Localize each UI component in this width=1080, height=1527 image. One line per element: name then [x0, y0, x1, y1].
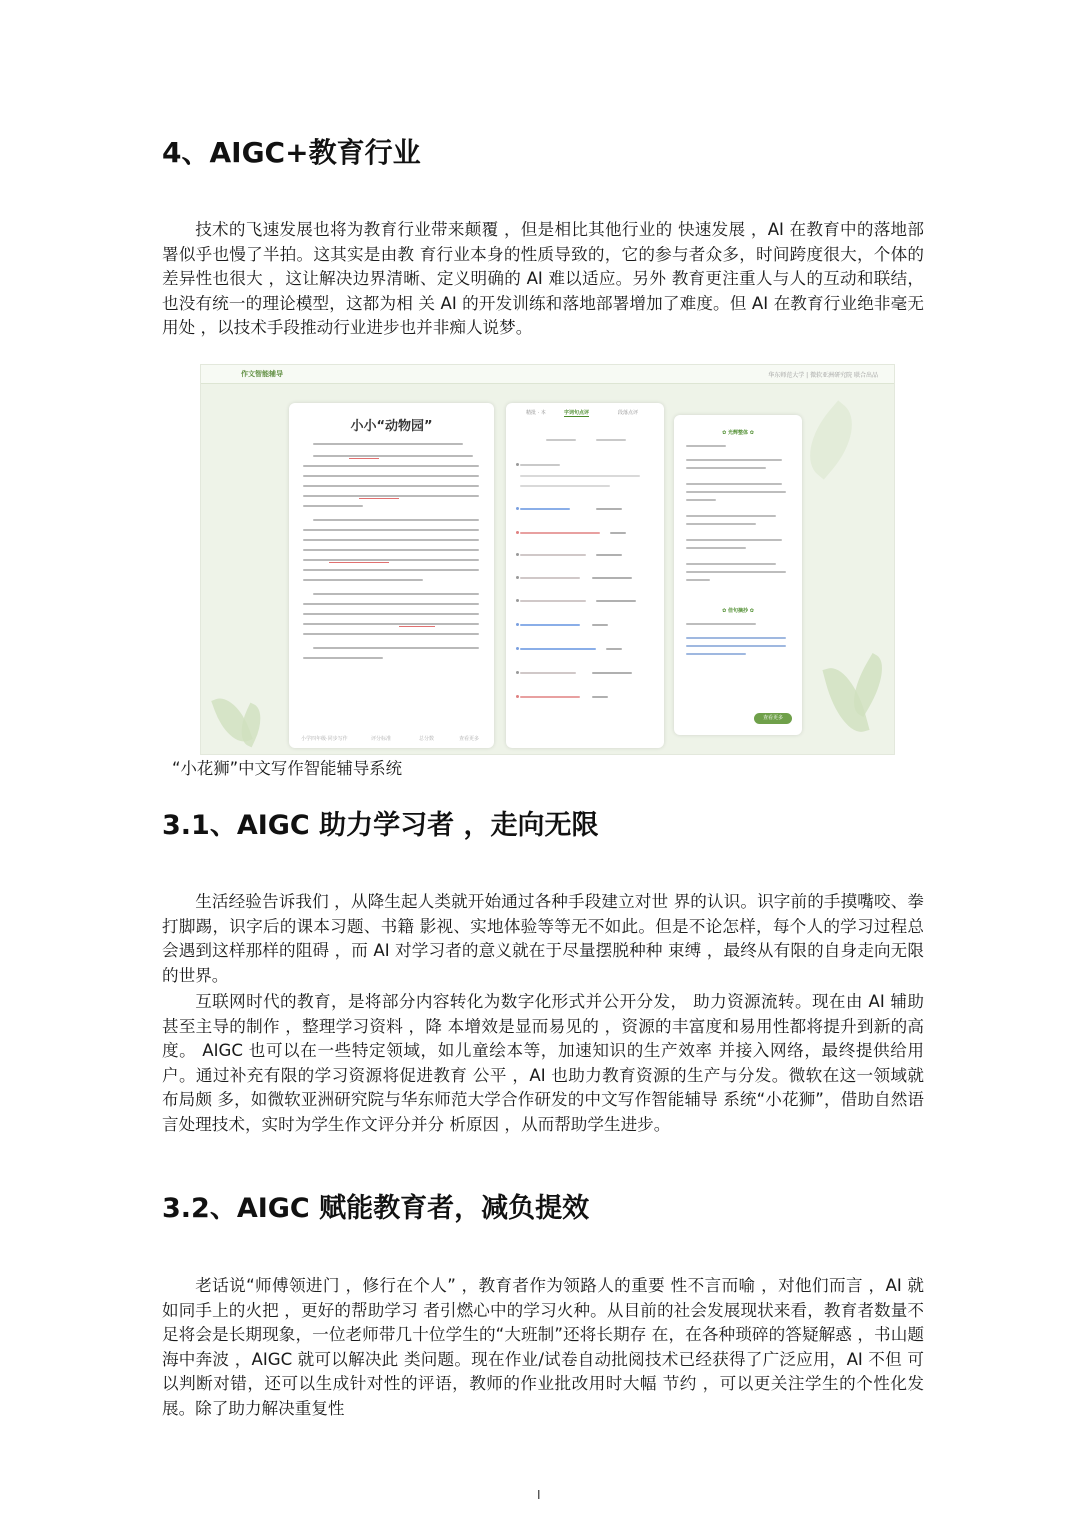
- xiaohuashi-screenshot-figure: [200, 364, 895, 755]
- decorative-leaf-icon: [793, 400, 869, 479]
- tab-paragraph-comments[interactable]: 段落点评: [618, 410, 639, 416]
- page-number: I: [537, 1488, 541, 1502]
- tab-word-comments[interactable]: 字词句点评: [564, 410, 590, 416]
- essay-card: [289, 403, 494, 748]
- essay-footer-score: 总分数: [419, 736, 435, 742]
- suggestions-panel: [674, 415, 802, 735]
- figure-app-logo: 作文智能辅导: [241, 370, 283, 378]
- comments-panel: [506, 403, 664, 748]
- educators-paragraph: 老话说“师傅领进门 ，修行在个人” ，教育者作为领路人的重要 性不言而喻 ，对他们而言 ，AI 就如同手上的火把 ，更好的帮助学习 者引燃心中的学习火种。从目前的社会发展现状来看，教育者数量不 足将会是长期现象，一位老师带几十位学生的“大班制”还将长期存 在，在各种琐碎的答疑解惑 ，书山题海中奔波 ，AIGC 就可以解决此 类问题。现在作业/试卷自动批阅技术已经获得了广泛应用，AI 不但 可以判断对错，还可以生成针对性的评语，教师的作业批改用时大幅 节约 ，可以更关注学生的个性化发展。除了助力解决重复性: [162, 1276, 924, 1418]
- figure-topbar: [201, 365, 894, 384]
- learners-paragraph-1: 生活经验告诉我们 ，从降生起人类就开始通过各种手段建立对世 界的认识。识字前的手摸嘴咬、拳打脚踢，识字后的课本习题、书籍 影视、实地体验等等无不如此。但是不论怎样，每个人的学习过程总会遇到这样那样的阻碍 ，而 AI 对学习者的意义就在于尽量摆脱种种 束缚 ，最终从有限的自身走向无限的世界。: [162, 892, 924, 985]
- section-heading-educators: 3.2、AIGC 赋能教育者，减负提效: [162, 1193, 590, 1224]
- learners-paragraph-2: 互联网时代的教育，是将部分内容转化为数字化形式并公开分发， 助力资源流转。现在由 AI 辅助甚至主导的制作 ，整理学习资料 ，降 本增效是显而易见的 ，资源的丰富度和易用性都将提升到新的高度。 AIGC 也可以在一些特定领域，如儿童绘本等，加速知识的生产效率 并接入网络，最终提供给用户。通过补充有限的学习资源将促进教育 公平 ，AI 也助力教育资源的生产与分发。微软在这一领域就布局颇 多，如微软亚洲研究院与华东师范大学合作研发的中文写作智能辅导 系统“小花狮”，借助自然语言处理技术，实时为学生作文评分并分 析原因 ，从而帮助学生进步。: [162, 992, 924, 1134]
- comments-tab-bar: [526, 409, 656, 419]
- section-heading-aigc-education: 4、AIGC+教育行业: [162, 136, 421, 169]
- essay-footer-criteria: 评分标准: [371, 736, 392, 742]
- essay-footer-grade: 小学四年级·同步写作: [301, 736, 348, 742]
- essay-footer-more: 查看更多: [459, 736, 480, 742]
- section-heading-learners: 3.1、AIGC 助力学习者 ，走向无限: [162, 810, 599, 841]
- quotes-heading: ✿ 佳句摘抄 ✿: [722, 608, 754, 614]
- essay-title: 小小“动物园”: [350, 419, 433, 434]
- suggestions-heading: ✿ 光辉整体 ✿: [722, 430, 754, 436]
- figure-caption: “小花狮”中文写作智能辅导系统: [172, 759, 403, 778]
- tab-overall[interactable]: 精批 · 本: [526, 410, 546, 416]
- view-more-button[interactable]: 查看更多: [754, 713, 792, 724]
- figure-topbar-credits: 华东师范大学 | 微软亚洲研究院 联合出品: [768, 372, 878, 379]
- intro-paragraph: 技术的飞速发展也将为教育行业带来颠覆 ，但是相比其他行业的 快速发展 ，AI 在教育中的落地部署似乎也慢了半拍。这其实是由教 育行业本身的性质导致的，它的参与者众多，时间跨度很大，个体的 差异性也很大 ，这让解决边界清晰、定义明确的 AI 难以适应。另外 教育更注重人与人的互动和联结，也没有统一的理论模型，这都为相 关 AI 的开发训练和落地部署增加了难度。但 AI 在教育行业绝非毫无用处 ，以技术手段推动行业进步也并非痴人说梦。: [162, 220, 924, 337]
